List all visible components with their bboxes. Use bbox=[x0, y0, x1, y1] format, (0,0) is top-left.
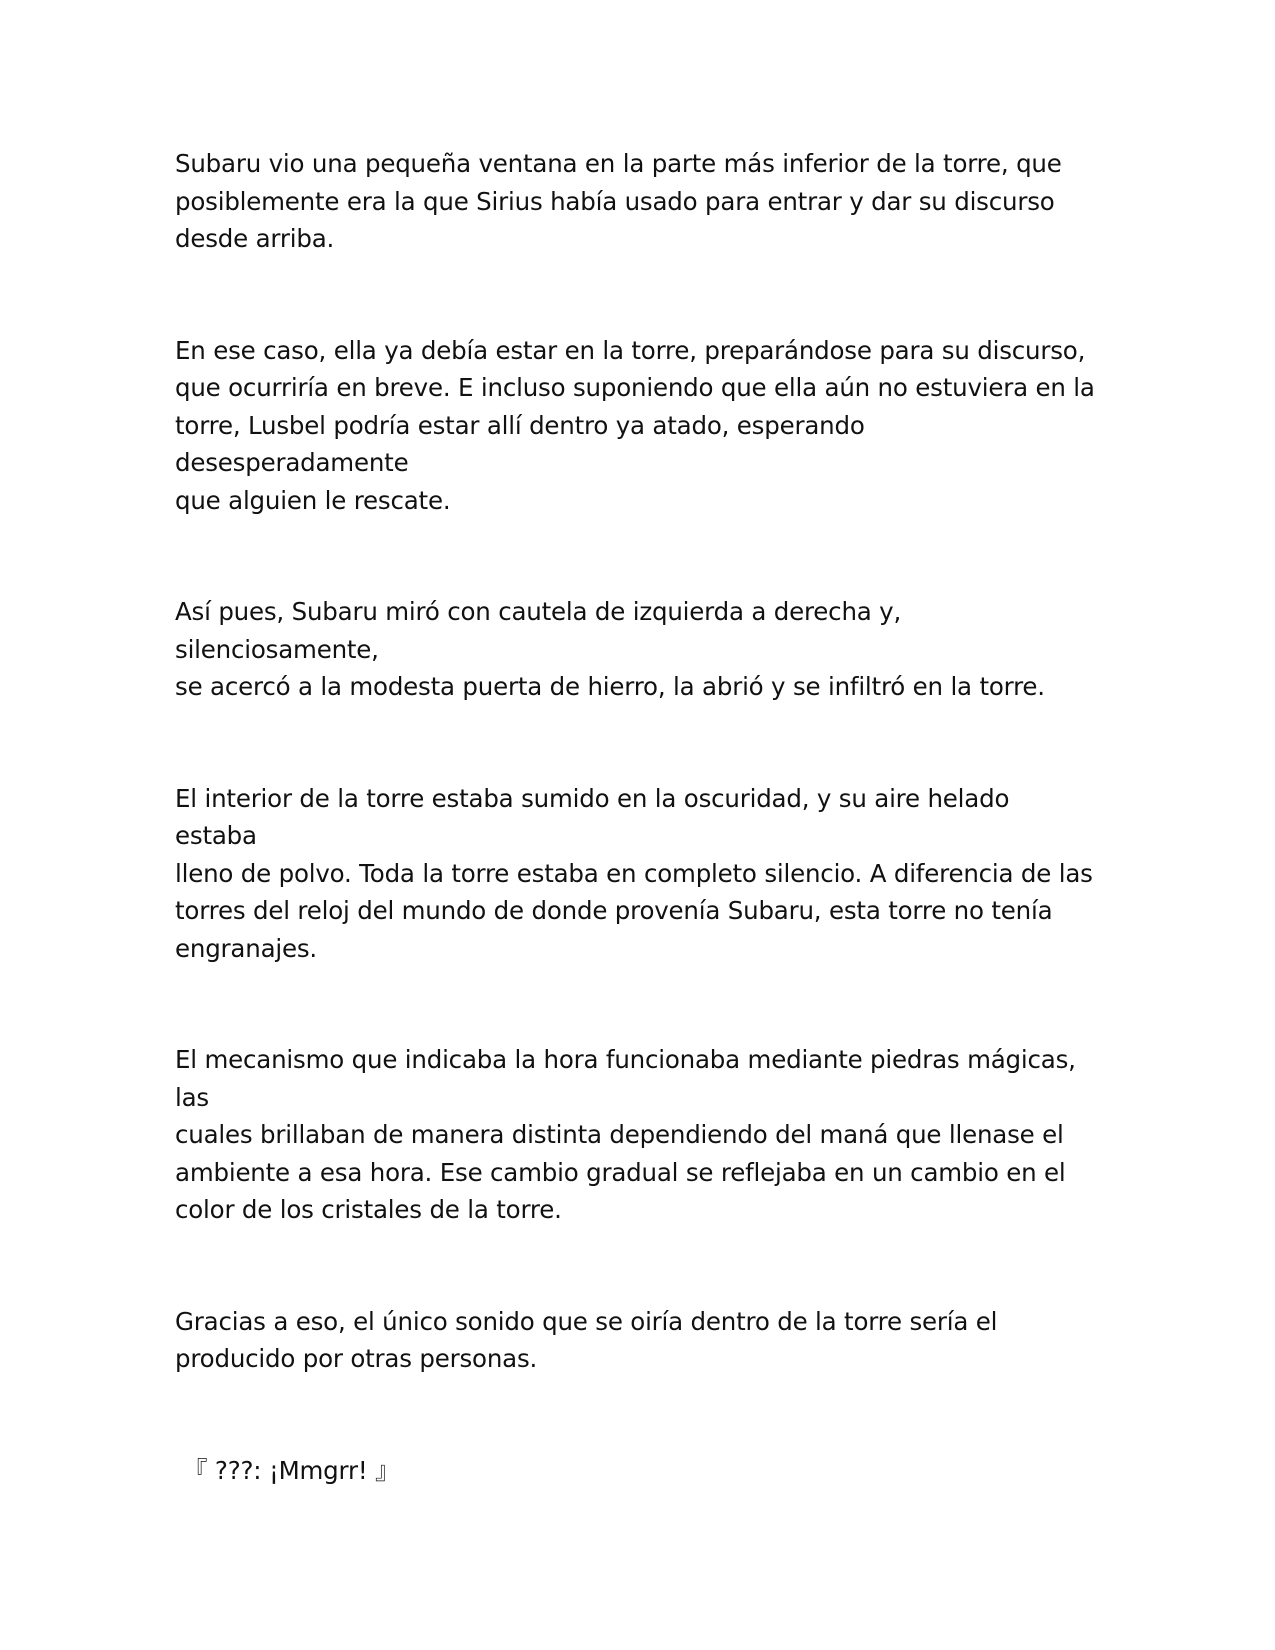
paragraph-2: En ese caso, ella ya debía estar en la torre, preparándose para su discurso, que ocurriría en breve. E incluso suponiendo que ella aún no estuviera en la torre, Lusbel podría estar allí dentro ya atado, esperando desesperadamente que alguien le rescate. bbox=[175, 335, 1095, 515]
dialogue-line: 『 ???: ¡Mmgrr! 』 bbox=[183, 1455, 400, 1485]
paragraph-3: Así pues, Subaru miró con cautela de izquierda a derecha y, silenciosamente, se acercó a la modesta puerta de hierro, la abrió y se infiltró en la torre. bbox=[175, 597, 1045, 701]
paragraph-6: Gracias a eso, el único sonido que se oiría dentro de la torre sería el producido por otras personas. bbox=[175, 1306, 998, 1373]
paragraph-4: El interior de la torre estaba sumido en la oscuridad, y su aire helado estaba lleno de polvo. Toda la torre estaba en completo silencio. A diferencia de las torres del reloj del mundo de donde provenía Subaru, esta torre no tenía engranajes. bbox=[175, 783, 1093, 963]
paragraph-1: Subaru vio una pequeña ventana en la parte más inferior de la torre, que posiblemente era la que Sirius había usado para entrar y dar su discurso desde arriba. bbox=[175, 149, 1062, 253]
text-column bbox=[175, 145, 1095, 1489]
paragraph-5: El mecanismo que indicaba la hora funcionaba mediante piedras mágicas, las cuales brillaban de manera distinta dependiendo del maná que llenase el ambiente a esa hora. Ese cambio gradual se reflejaba en un cambio en el color de los cristales de la torre. bbox=[175, 1045, 1076, 1224]
